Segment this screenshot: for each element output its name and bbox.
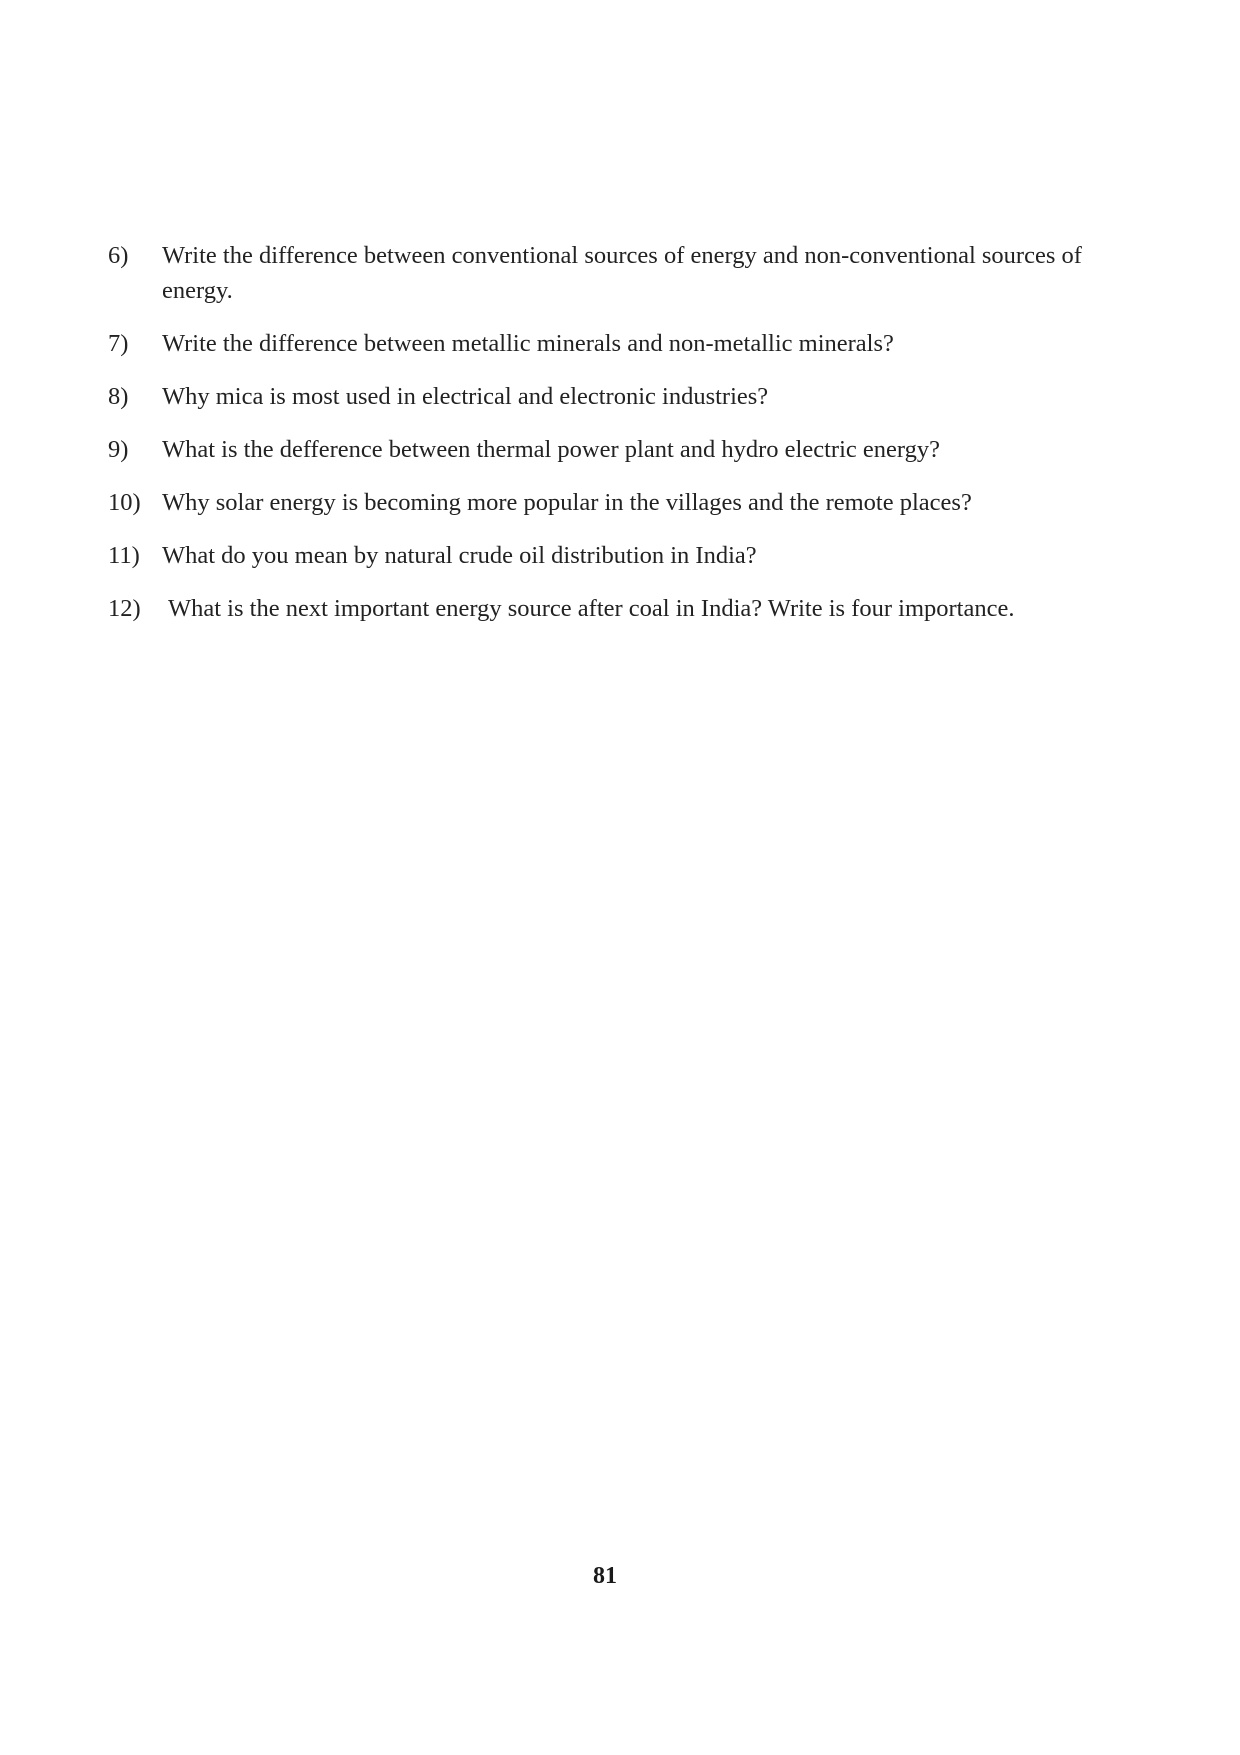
page-number: 81 [593, 1563, 617, 1589]
question-text: Why solar energy is becoming more popular in the villages and the remote places? [162, 489, 972, 516]
question-item [108, 538, 1118, 573]
question-text: Why mica is most used in electrical and electronic industries? [162, 383, 769, 410]
question-item [108, 485, 1118, 520]
question-item [108, 238, 1118, 308]
question-number: 7) [108, 330, 129, 357]
question-number: 6) [108, 242, 129, 269]
question-text: Write the difference between metallic minerals and non-metallic minerals? [162, 330, 894, 357]
question-number: 8) [108, 383, 129, 410]
question-number: 9) [108, 436, 129, 463]
question-item [108, 432, 1118, 467]
question-text: What do you mean by natural crude oil distribution in India? [162, 542, 757, 569]
question-number: 12) [108, 595, 141, 622]
question-item [108, 591, 1118, 626]
question-text: Write the difference between conventional sources of energy and non-conventional sources of energy. [162, 242, 1082, 304]
question-list [108, 238, 1118, 644]
question-number: 10) [108, 489, 141, 516]
question-item [108, 326, 1118, 361]
question-number: 11) [108, 542, 140, 569]
question-item [108, 379, 1118, 414]
question-text: What is the defference between thermal power plant and hydro electric energy? [162, 436, 940, 463]
question-text: What is the next important energy source after coal in India? Write is four importance. [168, 595, 1015, 622]
